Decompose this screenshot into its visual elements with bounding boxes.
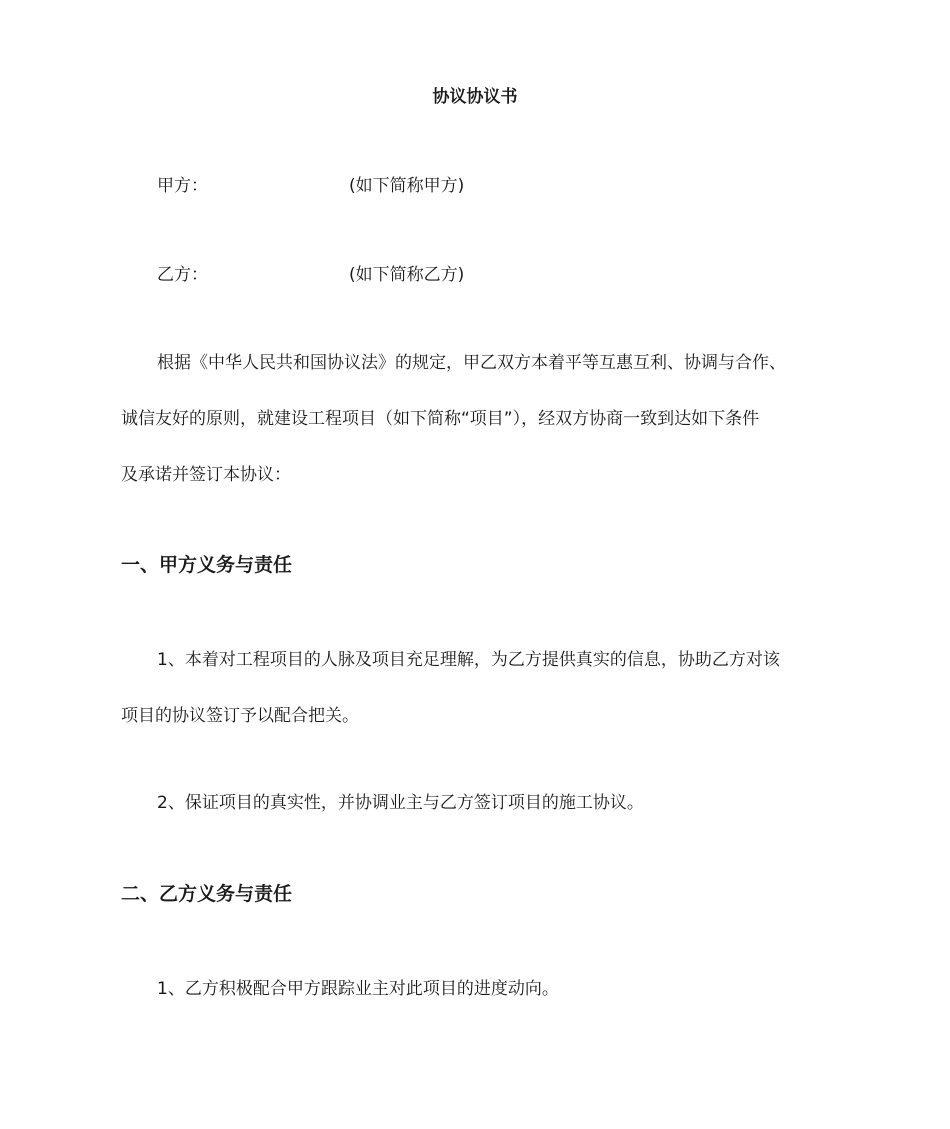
party-b-note: (如下简称乙方) (349, 265, 465, 285)
preamble-line-3: 及承诺并签订本协议： (121, 465, 291, 485)
party-a-label: 甲方： (157, 176, 208, 196)
section-1-item-2: 2、保证项目的真实性，并协调业主与乙方签订项目的施工协议。 (157, 793, 644, 813)
section-1-item-1-line-2: 项目的协议签订予以配合把关。 (121, 706, 359, 726)
section-1-heading: 一、甲方义务与责任 (121, 554, 293, 576)
section-1-item-1-line-1: 1、本着对工程项目的人脉及项目充足理解，为乙方提供真实的信息，协助乙方对该 (157, 650, 780, 670)
party-b-label: 乙方： (157, 265, 208, 285)
section-2-heading: 二、乙方义务与责任 (121, 883, 293, 905)
party-a-note: (如下简称甲方) (349, 176, 465, 196)
document-title: 协议协议书 (432, 87, 518, 107)
section-2-item-1: 1、乙方积极配合甲方跟踪业主对此项目的进度动向。 (157, 979, 559, 999)
preamble-line-1: 根据《中华人民共和国协议法》的规定，甲乙双方本着平等互惠互利、协调与合作、 (157, 353, 786, 373)
preamble-line-2: 诚信友好的原则，就建设工程项目（如下简称“项目”），经双方协商一致到达如下条件 (121, 409, 760, 429)
